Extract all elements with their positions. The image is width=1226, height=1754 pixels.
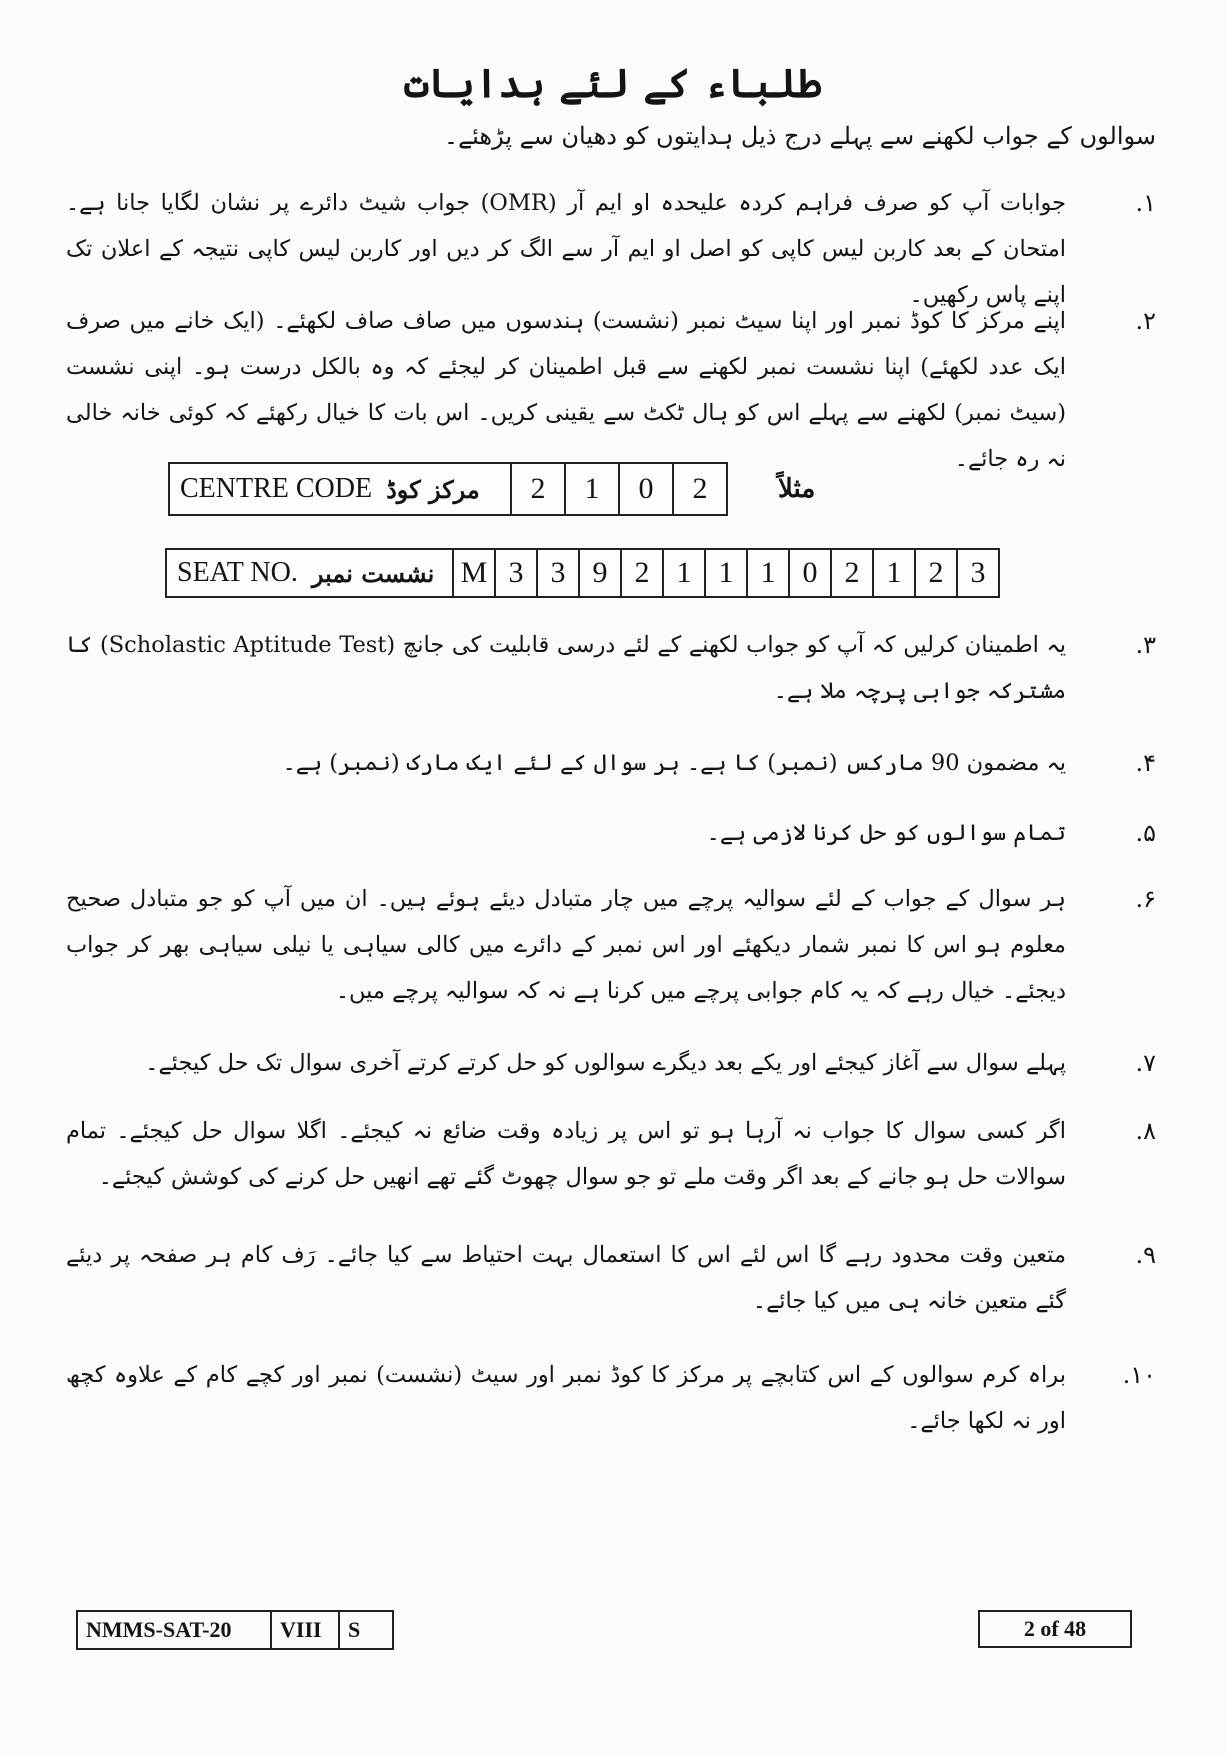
instruction-2: [66, 298, 1156, 482]
centre-code-digit: 2: [510, 464, 564, 514]
seat-no-char: 1: [872, 550, 914, 596]
instruction-number: ۴.: [1135, 749, 1156, 777]
instruction-text: اپنے مرکز کا کوڈ نمبر اور اپنا سیٹ نمبر (نشست) ہندسوں میں صاف صاف لکھئے۔ (ایک خانے میں صرف ایک عدد لکھئے) اپنا نشست نمبر لکھنے سے قبل اطمینان کر لیجئے کہ وہ بالکل درست ہو۔ اپنی نشست (سیٹ نمبر) لکھنے سے پہلے اس کو ہال ٹکٹ سے یقینی کریں۔ اس بات کا خیال رکھئے کہ کوئی خانہ خالی نہ رہ جائے۔: [66, 308, 1066, 472]
seat-no-char: 2: [830, 550, 872, 596]
seat-no-char: 1: [746, 550, 788, 596]
centre-code-digit: 1: [564, 464, 618, 514]
instruction-4: [66, 740, 1156, 786]
instruction-text: جوابات آپ کو صرف فراہم کردہ علیحدہ او ایم آر (OMR) جواب شیٹ دائرے پر نشان لگایا جانا ہے۔ امتحان کے بعد کاربن لیس کاپی کو اصل او ایم آر سے الگ کر دیں اور کاربن لیس کاپی نتیجہ کے اعلان تک اپنے پاس رکھیں۔: [66, 190, 1066, 308]
instruction-text: یہ اطمینان کرلیں کہ آپ کو جواب لکھنے کے لئے درسی قابلیت کی جانچ (Scholastic Aptitude Test) کا مشترکہ جوابی پرچہ ملا ہے۔: [66, 632, 1066, 704]
instruction-number: ۲.: [1135, 307, 1156, 335]
instruction-text: براہ کرم سوالوں کے اس کتابچے پر مرکز کا کوڈ نمبر اور سیٹ (نشست) نمبر اور کچے کام کے علاوہ کچھ اور نہ لکھا جائے۔: [66, 1362, 1066, 1434]
footer-medium: S: [338, 1612, 392, 1648]
seat-no-char: 9: [578, 550, 620, 596]
example-label: مثلاً: [778, 474, 816, 504]
centre-code-label-ur: مرکز کوڈ: [386, 474, 480, 504]
instruction-text: ہر سوال کے جواب کے لئے سوالیہ پرچے میں چار متبادل دیئے ہوئے ہیں۔ ان میں آپ کو جو متبادل صحیح معلوم ہو اس کا نمبر شمار دیکھئے اور اس نمبر کے دائرے میں کالی سیاہی یا نیلی سیاہی بھر کر جواب دیجئے۔ خیال رہے کہ یہ کام جوابی پرچے میں کرنا ہے نہ کہ سوالیہ پرچے میں۔: [66, 886, 1066, 1004]
instruction-number: ۹.: [1135, 1241, 1156, 1269]
instruction-text: تمام سوالوں کو حل کرنا لازمی ہے۔: [706, 820, 1066, 846]
instruction-number: ۸.: [1135, 1117, 1156, 1145]
centre-code-label: [170, 464, 510, 514]
page-title: طلباء کے لئے ہدایات: [404, 60, 822, 107]
instruction-text: پہلے سوال سے آغاز کیجئے اور یکے بعد دیگرے سوالوں کو حل کرتے کرتے آخری سوال تک حل کیجئے۔: [145, 1050, 1066, 1076]
instruction-text: اگر کسی سوال کا جواب نہ آرہا ہو تو اس پر زیادہ وقت ضائع نہ کیجئے۔ اگلا سوال حل کیجئے۔ تمام سوالات حل ہو جانے کے بعد اگر وقت ملے تو جو سوال چھوٹ گئے تھے انھیں حل کرنے کی کوشش کیجئے۔: [66, 1118, 1066, 1190]
instruction-text: متعین وقت محدود رہے گا اس لئے اس کا استعمال بہت احتیاط سے کیا جائے۔ رَف کام ہر صفحہ پر دیئے گئے متعین خانہ ہی میں کیا جائے۔: [66, 1242, 1066, 1314]
page-number: 2 of 48: [978, 1610, 1132, 1648]
instruction-6: [66, 876, 1156, 1014]
instruction-number: ۶.: [1135, 885, 1156, 913]
instruction-9: [66, 1232, 1156, 1324]
centre-code-example: [168, 462, 815, 516]
instruction-number: ۷.: [1135, 1049, 1156, 1077]
seat-no-char: 0: [788, 550, 830, 596]
seat-no-box: [165, 548, 1000, 598]
seat-no-char: M: [452, 550, 494, 596]
seat-no-char: 1: [662, 550, 704, 596]
instruction-number: ۱.: [1135, 189, 1156, 217]
footer-exam-code: [76, 1610, 394, 1650]
instruction-text: یہ مضمون 90 مارکس (نمبر) کا ہے۔ ہر سوال کے لئے ایک مارک (نمبر) ہے۔: [282, 750, 1066, 776]
footer-code: NMMS-SAT-20: [86, 1617, 232, 1642]
seat-no-char: 3: [956, 550, 998, 596]
seat-no-char: 2: [620, 550, 662, 596]
seat-no-char: 2: [914, 550, 956, 596]
seat-no-char: 3: [536, 550, 578, 596]
instruction-7: [66, 1040, 1156, 1086]
instruction-3: [66, 622, 1156, 714]
seat-no-label-ur: نشست نمبر: [311, 558, 435, 588]
instruction-number: ۳.: [1135, 631, 1156, 659]
centre-code-label-en: CENTRE CODE: [180, 473, 373, 504]
instruction-number: ۵.: [1135, 819, 1156, 847]
centre-code-digit: 2: [672, 464, 726, 514]
instruction-5: [66, 810, 1156, 856]
seat-no-label-en: SEAT NO.: [177, 557, 298, 588]
instruction-number: ۱۰.: [1122, 1361, 1156, 1389]
seat-no-char: 3: [494, 550, 536, 596]
seat-no-label: [167, 550, 452, 596]
intro-text: سوالوں کے جواب لکھنے سے پہلے درج ذیل ہدایتوں کو دھیان سے پڑھئے۔: [444, 122, 1156, 150]
centre-code-digit: 0: [618, 464, 672, 514]
centre-code-box: [168, 462, 728, 516]
instruction-8: [66, 1108, 1156, 1200]
seat-no-char: 1: [704, 550, 746, 596]
instruction-10: [66, 1352, 1156, 1444]
footer-std: VIII: [270, 1612, 338, 1648]
